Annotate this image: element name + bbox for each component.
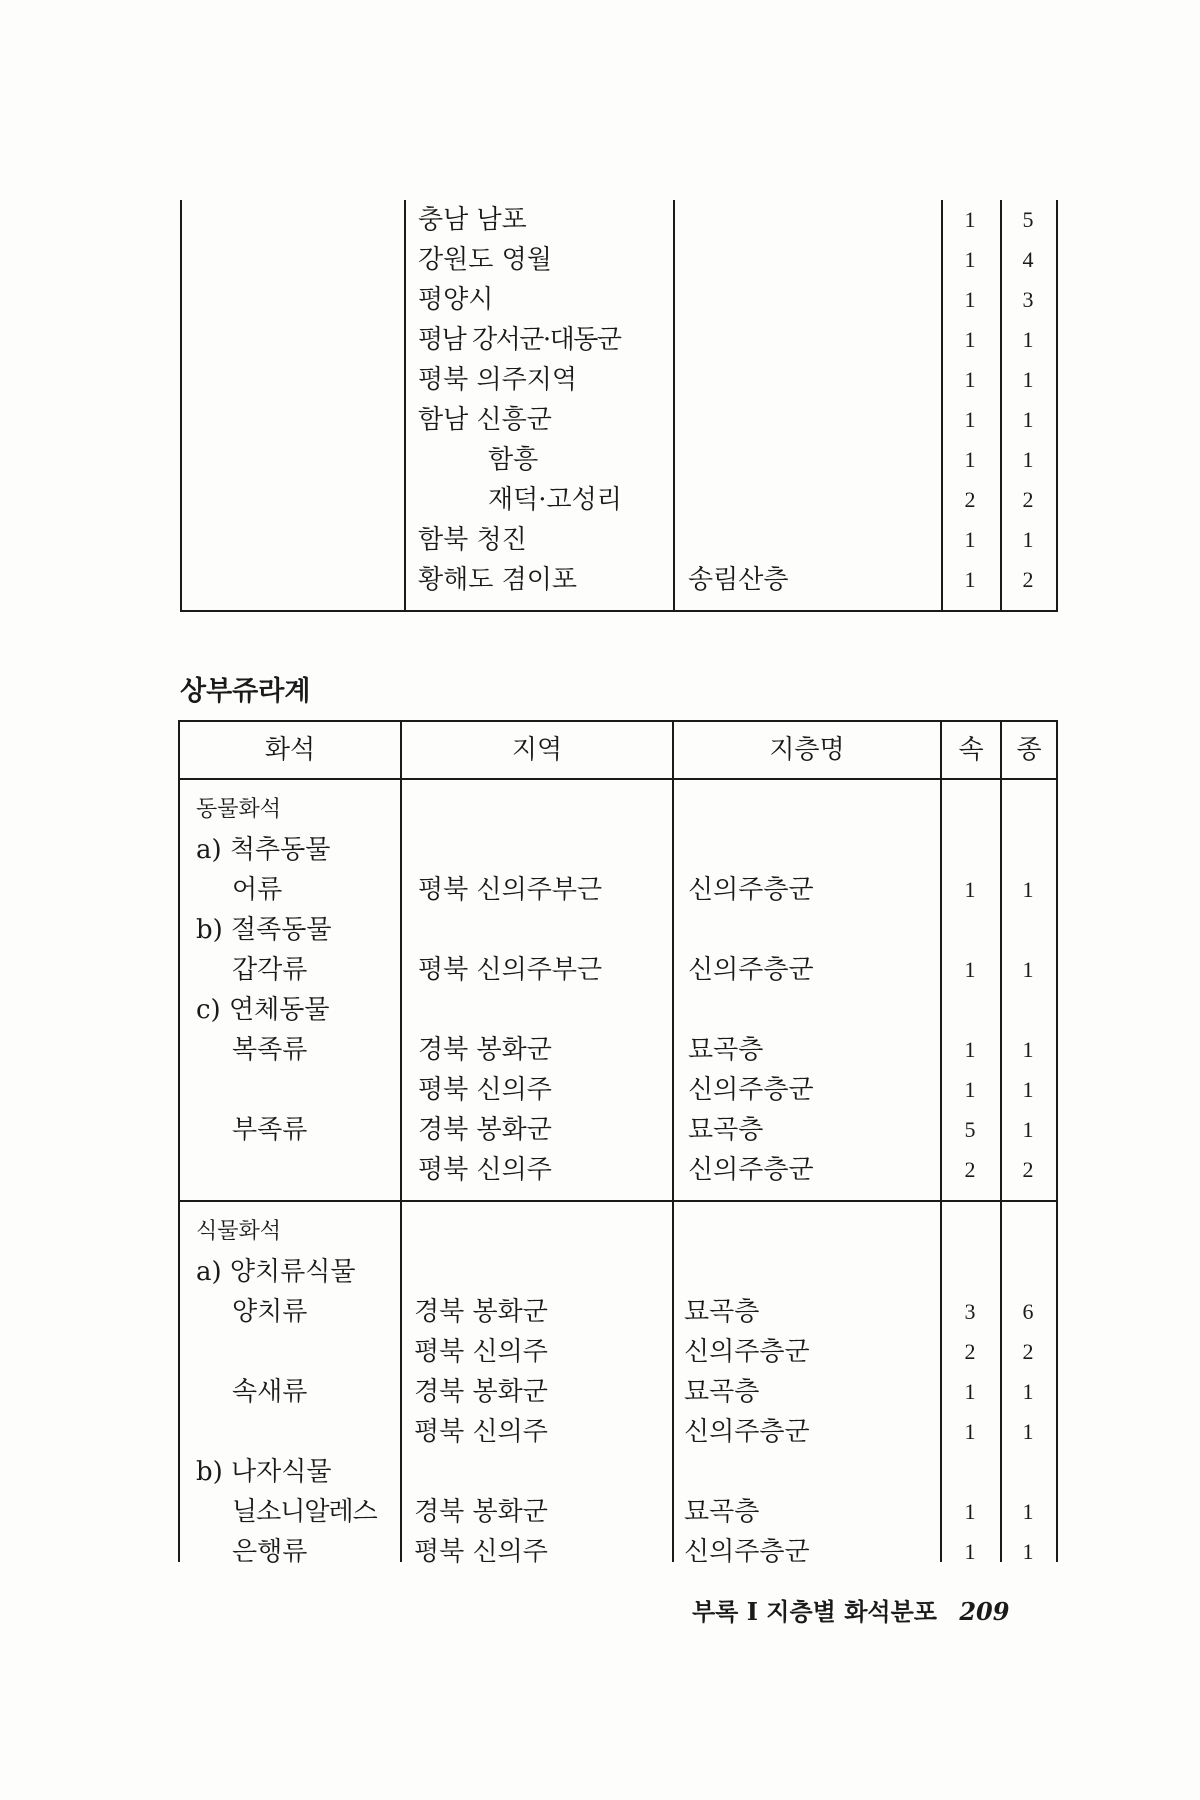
- fossil-name: 속새류: [232, 1377, 308, 1407]
- row-region: 경북 봉화군: [414, 1497, 548, 1527]
- row-genus: 1: [964, 1499, 976, 1524]
- row-region: 경북 봉화군: [418, 1115, 552, 1145]
- row-region: 경북 봉화군: [414, 1297, 548, 1327]
- top-row-region: 강원도 영월: [418, 245, 552, 275]
- top-row-species: 2: [1022, 567, 1034, 592]
- fossil-name: 닐소니알레스: [232, 1497, 377, 1527]
- row-species: 1: [1022, 1037, 1034, 1062]
- top-row-region: 평남 강서군·대동군: [418, 325, 621, 355]
- row-region: 평북 신의주: [414, 1537, 548, 1567]
- row-formation: 신의주층군: [688, 875, 814, 905]
- row-formation: 신의주층군: [688, 1155, 814, 1185]
- top-row-species: 4: [1022, 247, 1034, 272]
- top-row-species: 3: [1022, 287, 1034, 312]
- row-genus: 1: [964, 957, 976, 982]
- top-row-genus: 1: [964, 567, 976, 592]
- fossil-name: 어류: [232, 875, 283, 905]
- row-formation: 묘곡층: [684, 1497, 760, 1527]
- top-row-species: 5: [1022, 207, 1034, 232]
- row-genus: 1: [964, 1037, 976, 1062]
- page-number: 209: [959, 1597, 1010, 1626]
- row-species: 6: [1022, 1299, 1034, 1324]
- fossil-name: 복족류: [232, 1035, 308, 1065]
- top-row-region: 함북 청진: [418, 525, 527, 555]
- row-species: 1: [1022, 1419, 1034, 1444]
- row-formation: 신의주층군: [688, 1075, 814, 1105]
- top-row-species: 1: [1022, 527, 1034, 552]
- row-formation: 묘곡층: [688, 1035, 764, 1065]
- top-row-species: 2: [1022, 487, 1034, 512]
- row-genus: 1: [964, 877, 976, 902]
- top-row-genus: 1: [964, 407, 976, 432]
- main-table-col-divider-4: [1000, 720, 1002, 1562]
- top-row-species: 1: [1022, 367, 1034, 392]
- top-row-region: 평북 의주지역: [418, 365, 577, 395]
- top-table-right-border: [1056, 200, 1058, 610]
- row-genus: 2: [964, 1157, 976, 1182]
- row-genus: 1: [964, 1379, 976, 1404]
- header-fossil: 화석: [264, 735, 316, 765]
- row-region: 평북 신의주: [418, 1155, 552, 1185]
- row-species: 1: [1022, 1499, 1034, 1524]
- section-title: 상부쥬라계: [180, 676, 311, 707]
- row-formation: 묘곡층: [684, 1377, 760, 1407]
- row-genus: 2: [964, 1339, 976, 1364]
- top-row-species: 1: [1022, 407, 1034, 432]
- top-row-genus: 1: [964, 287, 976, 312]
- fossil-category: c) 연체동물: [196, 995, 330, 1025]
- row-formation: 신의주층군: [684, 1417, 810, 1447]
- row-formation: 신의주층군: [684, 1337, 810, 1367]
- row-region: 평북 신의주부근: [418, 955, 603, 985]
- top-row-genus: 1: [964, 247, 976, 272]
- top-row-genus: 2: [964, 487, 976, 512]
- top-table-col-divider-2: [673, 200, 675, 610]
- fossil-name: 부족류: [232, 1115, 308, 1145]
- main-table-section-divider: [178, 1200, 1058, 1202]
- top-row-region: 함흥: [488, 445, 539, 475]
- row-formation: 신의주층군: [684, 1537, 810, 1567]
- main-table-col-divider-3: [940, 720, 942, 1562]
- top-row-genus: 1: [964, 207, 976, 232]
- row-species: 1: [1022, 1379, 1034, 1404]
- row-species: 1: [1022, 1539, 1034, 1564]
- row-genus: 3: [964, 1299, 976, 1324]
- fossil-name: 양치류: [232, 1297, 308, 1327]
- fossil-name: 갑각류: [232, 955, 308, 985]
- top-row-region: 황해도 겸이포: [418, 565, 577, 595]
- row-formation: 묘곡층: [688, 1115, 764, 1145]
- fossil-category: a) 양치류식물: [196, 1257, 356, 1287]
- animal-section-title: 동물화석: [196, 797, 282, 822]
- row-species: 1: [1022, 957, 1034, 982]
- main-table-col-divider-2: [672, 720, 674, 1562]
- row-species: 1: [1022, 1077, 1034, 1102]
- main-table-top-border: [178, 720, 1058, 722]
- footer-label: 부록 Ⅰ 지층별 화석분포: [692, 1597, 937, 1626]
- header-formation: 지층명: [769, 735, 845, 765]
- main-table-left-border: [178, 720, 180, 1562]
- row-species: 1: [1022, 1117, 1034, 1142]
- row-genus: 1: [964, 1539, 976, 1564]
- header-region: 지역: [511, 735, 563, 765]
- row-region: 경북 봉화군: [418, 1035, 552, 1065]
- main-table-right-border: [1056, 720, 1058, 1562]
- top-row-species: 1: [1022, 327, 1034, 352]
- top-row-genus: 1: [964, 367, 976, 392]
- top-table-col-divider-1: [404, 200, 406, 610]
- row-region: 평북 신의주부근: [418, 875, 603, 905]
- row-region: 평북 신의주: [414, 1337, 548, 1367]
- main-table-col-divider-1: [400, 720, 402, 1562]
- main-table-header-divider: [178, 778, 1058, 780]
- top-row-formation: 송림산층: [688, 565, 789, 595]
- row-species: 1: [1022, 877, 1034, 902]
- header-species: 종: [1016, 735, 1042, 765]
- top-row-region: 함남 신흥군: [418, 405, 552, 435]
- top-row-region: 재덕·고성리: [488, 485, 622, 515]
- fossil-category: b) 나자식물: [196, 1457, 332, 1487]
- top-table-bottom-border: [180, 610, 1058, 612]
- top-table-col-divider-3: [941, 200, 943, 610]
- top-row-species: 1: [1022, 447, 1034, 472]
- plant-section-title: 식물화석: [196, 1219, 282, 1244]
- fossil-category: b) 절족동물: [196, 915, 332, 945]
- fossil-category: a) 척추동물: [196, 835, 331, 865]
- row-species: 2: [1022, 1339, 1034, 1364]
- row-region: 평북 신의주: [418, 1075, 552, 1105]
- fossil-name: 은행류: [232, 1537, 308, 1567]
- top-row-genus: 1: [964, 327, 976, 352]
- row-genus: 1: [964, 1419, 976, 1444]
- row-formation: 신의주층군: [688, 955, 814, 985]
- running-footer: [692, 1594, 1009, 1630]
- row-formation: 묘곡층: [684, 1297, 760, 1327]
- top-row-genus: 1: [964, 447, 976, 472]
- header-genus: 속: [958, 735, 984, 765]
- row-genus: 5: [964, 1117, 976, 1142]
- top-row-region: 평양시: [418, 285, 494, 315]
- row-region: 평북 신의주: [414, 1417, 548, 1447]
- row-region: 경북 봉화군: [414, 1377, 548, 1407]
- top-row-genus: 1: [964, 527, 976, 552]
- top-table-left-border: [180, 200, 182, 610]
- top-row-region: 충남 남포: [418, 205, 527, 235]
- row-genus: 1: [964, 1077, 976, 1102]
- row-species: 2: [1022, 1157, 1034, 1182]
- top-table-col-divider-4: [1000, 200, 1002, 610]
